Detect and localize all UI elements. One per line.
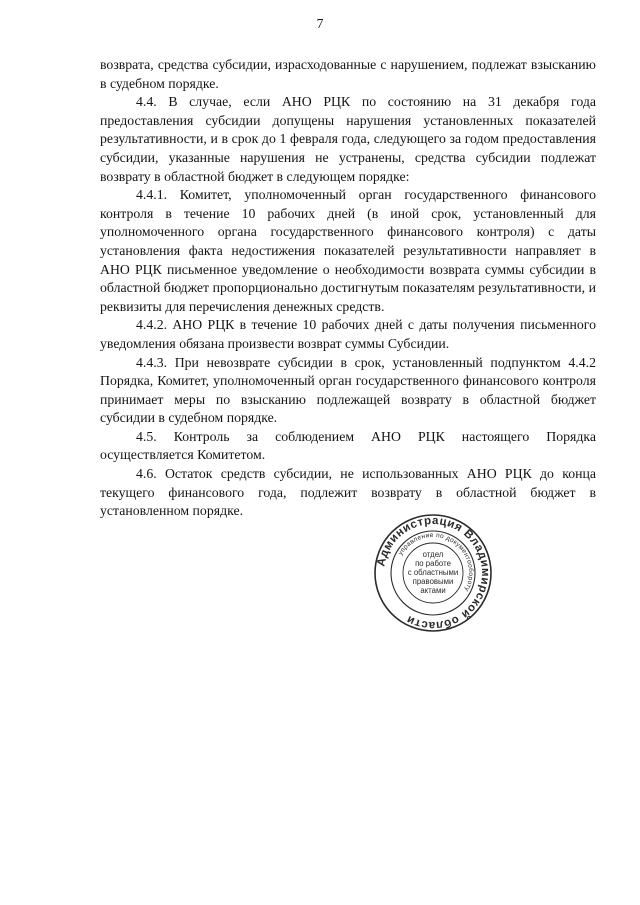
paragraph-continuation: возврата, средства субсидии, израсходованные с нарушением, подлежат взысканию в судебном порядке. — [100, 57, 596, 91]
paragraph-4-4-3: 4.4.3. При невозврате субсидии в срок, установленный подпунктом 4.4.2 Порядка, Комитет, уполномоченный орган государственного финансового контроля принимает меры по взысканию подлежащей возврату в областной бюджет субсидии в судебном порядке. — [100, 354, 596, 426]
stamp-center-line: актами — [420, 586, 446, 595]
stamp-outer-text: Администрация Владимирской области — [375, 514, 492, 632]
stamp-inner-ring-text: управление по документообороту — [397, 531, 475, 593]
paragraph-4-4-2: 4.4.2. АНО РЦК в течение 10 рабочих дней с даты получения письменного уведомления обязана произвести возврат суммы Субсидии. — [100, 317, 596, 351]
stamp-center-line: правовыми — [412, 577, 454, 586]
document-body — [100, 56, 596, 521]
stamp-center — [408, 550, 459, 595]
paragraph-4-4: 4.4. В случае, если АНО РЦК по состоянию на 31 декабря года предоставления субсидии допущены нарушения установленных показателей результативности, и в срок до 1 февраля года, следующего за годом предоставления субсидии, указанные нарушения не устранены, средства субсидии подлежат возврату в областной бюджет в следующем порядке: — [100, 94, 596, 184]
paragraph-4-4-1: 4.4.1. Комитет, уполномоченный орган государственного финансового контроля в течение 10 рабочих дней (в иной срок, установленный для уполномоченного органа государственного финансового контроля) с даты установления факта недостижения показателей результативности направляет в АНО РЦК письменное уведомление о необходимости возврата суммы субсидии в областной бюджет пропорционально достигнутым показателям результативности, и реквизиты для перечисления денежных средств. — [100, 187, 596, 314]
official-stamp — [373, 513, 493, 633]
page-number: 7 — [316, 16, 324, 31]
paragraph-4-5: 4.5. Контроль за соблюдением АНО РЦК настоящего Порядка осуществляется Комитетом. — [100, 428, 596, 463]
paragraph-4-6: 4.6. Остаток средств субсидии, не использованных АНО РЦК до конца текущего финансового года, подлежит возврату в областной бюджет в установленном порядке. — [100, 466, 596, 519]
stamp-center-line: по работе — [415, 559, 451, 568]
stamp-center-line: с областными — [407, 568, 459, 577]
stamp-center-line: отдел — [422, 550, 444, 559]
